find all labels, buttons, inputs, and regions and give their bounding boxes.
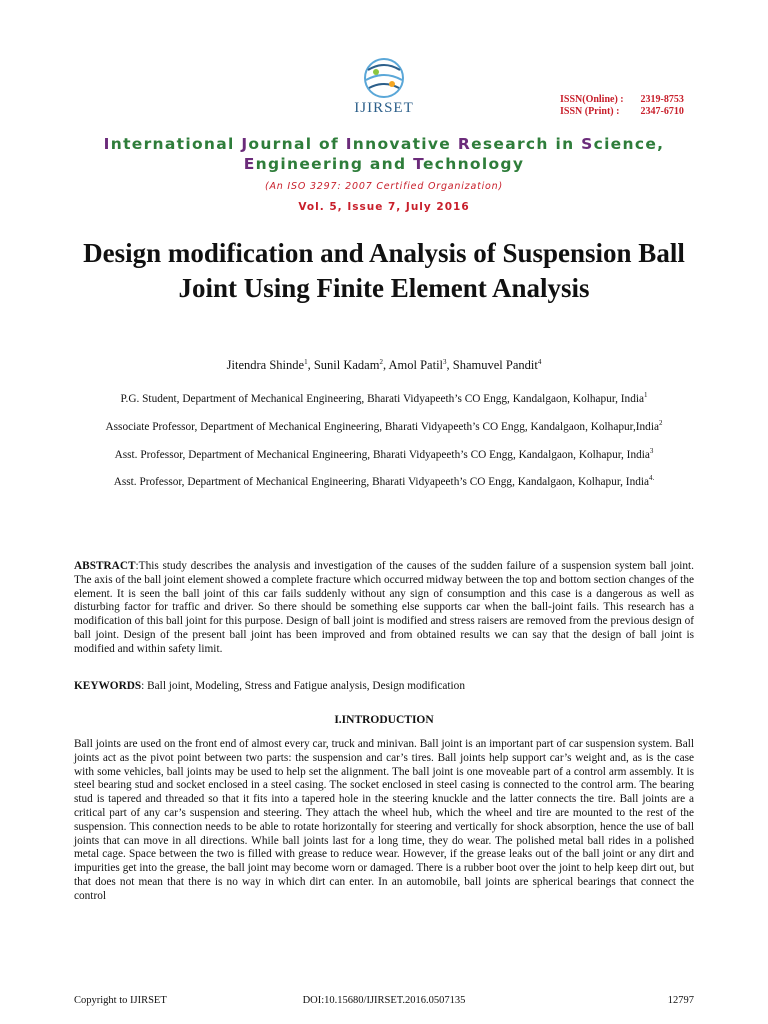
introduction-text: Ball joints are used on the front end of almost every car, truck and minivan. Ball joint is an important part of car suspension system. Ball joints act as the pivot point between two parts: the suspension and car’s tires. Ball joints help support car’s weight and, as is the case with some vehicles, ball joints may be used to help set the alignment. The ball joint is one moveable part of a control arm assembly. It is steel bearing stud and socket enclosed in a steel casing. The socket enclosed in steel casing is connected to the control arm. The bearing stud is tapered and threaded so that it fits into a tapered hole in the steering knuckle and the latter connects the tire. Ball joints are a critical part of any car’s suspension and steering. They attach the wheel hub, which the wheel and tire are mounted to the rest of the suspension. This connection needs to be able to rotate horizontally for steering and vertically for shock absorption, hence the use of ball joints that can move in all directions. While ball joints last for a long time, they do wear. The polished metal ball rides in a polished metal cage. Space between the two is filled with grease to reduce wear. However, if the grease leaks out of the ball joint or any dirt and impurities get into the grease, the ball joint may become worn or damaged. There is a rubber boot over the joint to help keep dirt out, but that does not mean that there is no way in which dirt can enter. In an automobile, ball joints are spherical bearings that connect the control xyxy=(74,738,694,902)
journal-name-line2: Engineering and Technology xyxy=(243,155,525,173)
footer-doi: DOI:10.15680/IJIRSET.2016.0507135 xyxy=(302,995,466,1006)
footer-page-number: 12797 xyxy=(667,995,694,1006)
journal-logo xyxy=(344,56,424,120)
author: Sunil Kadam xyxy=(313,358,380,373)
keywords-text: : Ball joint, Modeling, Stress and Fatigue analysis, Design modification xyxy=(141,680,465,692)
abstract xyxy=(74,560,694,657)
footer-copyright: Copyright to IJIRSET xyxy=(74,995,167,1006)
issn-print-label: ISSN (Print) : xyxy=(560,106,620,117)
issn-block xyxy=(560,94,684,118)
issn-print: 2347-6710 xyxy=(640,106,684,117)
affiliation: Asst. Professor, Department of Mechanical Engineering, Bharati Vidyapeeth’s CO Engg, Kandalgaon, Kolhapur, India$^3$ xyxy=(114,446,654,461)
keywords xyxy=(74,680,694,694)
paper-title: Design modification and Analysis of Suspension Ball Joint Using Finite Element Analysis xyxy=(83,238,685,303)
abstract-label: ABSTRACT xyxy=(74,560,136,572)
globe-icon xyxy=(354,56,414,102)
volume-issue: Vol. 5, Issue 7, July 2016 xyxy=(298,201,470,213)
section-heading: I.INTRODUCTION xyxy=(334,714,434,726)
author: Shamuvel Pandit xyxy=(452,358,538,373)
abstract-text: :This study describes the analysis and investigation of the causes of the sudden failure of a suspension system ball joint. The axis of the ball joint element showed a complete fracture which occurred midway between the top and bottom section changes of the element. It is seen the ball joint of this car fails suddenly without any sign of consumption and this case is a dangerous as well as disturbing factor for traffic and driver. So there should be something else supports car when the ball-joint fails. This research has a modification of this ball joint for this purpose. Design of ball joint is modified and stress raisers are removed from the previous design of ball joint. Design of the present ball joint has been improved and from obtained results we can say that the design of ball joint is modified and within safety limit. xyxy=(74,560,694,655)
logo-wordmark: IJIRSET xyxy=(354,100,414,116)
certification: (An ISO 3297: 2007 Certified Organization) xyxy=(264,181,503,192)
affiliation: P.G. Student, Department of Mechanical Engineering, Bharati Vidyapeeth’s CO Engg, Kandalgaon, Kolhapur, India$^1$ xyxy=(120,391,648,405)
author-list: Jitendra Shinde$^1$, Sunil Kadam$^2$, Amol Patil$^3$, Shamuvel Pandit$^4$ xyxy=(226,358,542,373)
affiliation: Associate Professor, Department of Mechanical Engineering, Bharati Vidyapeeth’s CO Engg, Kandalgaon, Kolhapur,India$^2$ xyxy=(105,418,663,433)
author: Jitendra Shinde xyxy=(226,358,305,373)
journal-name xyxy=(0,134,768,174)
keywords-label: KEYWORDS xyxy=(74,680,142,692)
journal-name-line1: International Journal of Innovative Research in Science, xyxy=(103,135,665,153)
issn-online: 2319-8753 xyxy=(640,94,684,105)
author: Amol Patil xyxy=(388,358,444,373)
issn-online-label: ISSN(Online) : xyxy=(560,94,624,105)
affiliation: Asst. Professor, Department of Mechanical Engineering, Bharati Vidyapeeth’s CO Engg, Kandalgaon, Kolhapur, India$^{4.}$ xyxy=(113,474,655,489)
affiliation-list xyxy=(60,387,708,498)
